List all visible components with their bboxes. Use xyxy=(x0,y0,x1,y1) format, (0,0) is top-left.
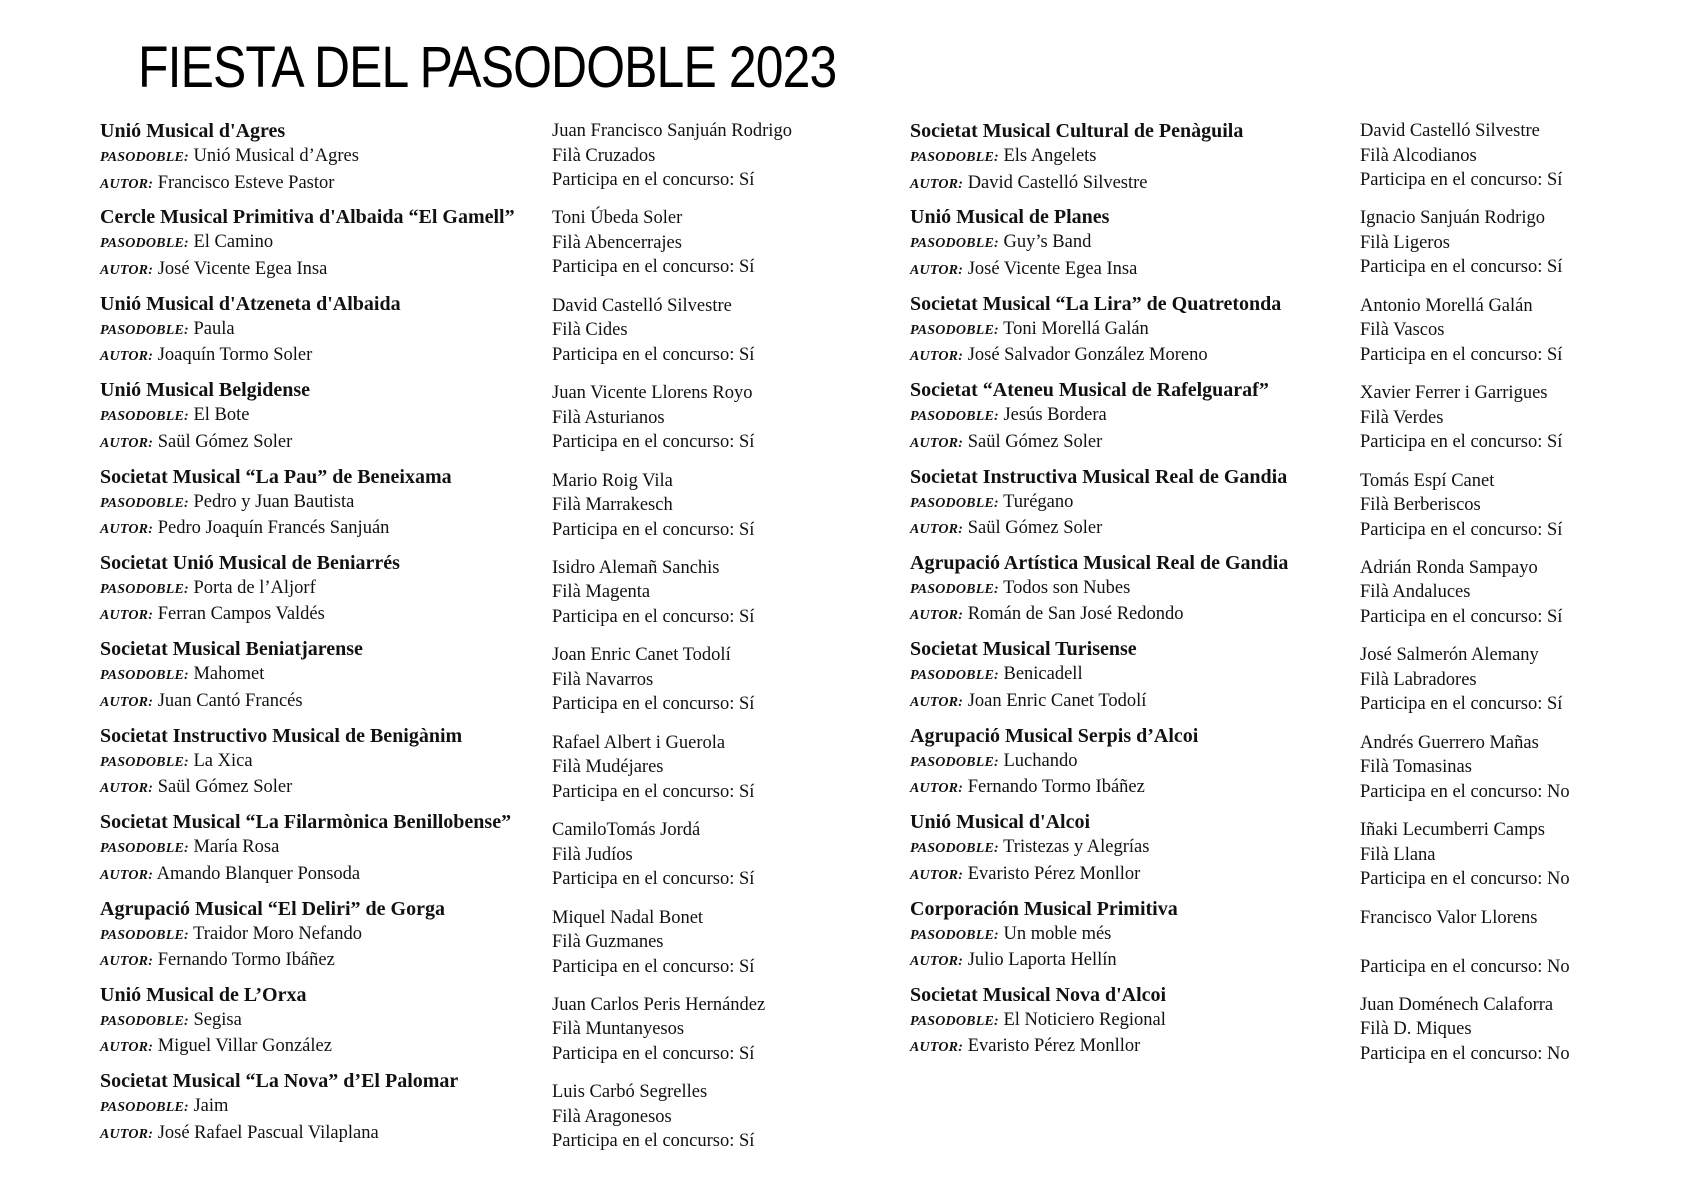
band-name: Unió Musical d'Agres xyxy=(100,120,286,142)
band-entry xyxy=(910,377,1355,463)
fila-name: Filà Judíos xyxy=(552,844,633,865)
autor-label: AUTOR: xyxy=(100,435,154,451)
autor-label: AUTOR: xyxy=(910,349,964,365)
band-name: Corporación Musical Primitiva xyxy=(910,897,1178,920)
autor-name: José Rafael Pascual Vilaplana xyxy=(157,1122,379,1143)
fila-name: Filà Cides xyxy=(552,320,628,341)
band-entry xyxy=(100,896,545,982)
info-entry xyxy=(552,818,852,904)
fila-name: Filà Alcodianos xyxy=(1360,145,1477,166)
pasodoble-label: PASODOBLE: xyxy=(910,841,999,857)
pasodoble-title: Paula xyxy=(193,318,235,339)
band-name: Agrupació Musical “El Deliri” de Gorga xyxy=(100,897,445,920)
pasodoble-label: PASODOBLE: xyxy=(910,581,999,597)
info-entry xyxy=(552,556,852,642)
right-info-column xyxy=(1360,118,1660,1079)
conductor-name: Adrián Ronda Sampayo xyxy=(1360,557,1538,578)
band-name: Unió Musical de L’Orxa xyxy=(100,983,307,1006)
band-entry xyxy=(100,204,545,290)
band-entry xyxy=(100,723,545,809)
autor-label: AUTOR: xyxy=(910,694,964,710)
autor-line xyxy=(100,948,545,975)
concurso-status: Participa en el concurso: Sí xyxy=(1360,257,1563,278)
autor-line xyxy=(100,516,545,543)
autor-name: Julio Laporta Hellín xyxy=(967,950,1117,971)
info-entry xyxy=(1360,643,1660,729)
pasodoble-line xyxy=(100,576,545,603)
autor-label: AUTOR: xyxy=(100,176,154,192)
info-entry xyxy=(552,381,852,467)
autor-label: AUTOR: xyxy=(100,349,154,365)
autor-line xyxy=(910,516,1355,543)
pasodoble-title: Todos son Nubes xyxy=(1003,577,1131,598)
pasodoble-line xyxy=(100,835,545,862)
concurso-status: Participa en el concurso: Sí xyxy=(552,694,755,715)
fila-name: Filà Labradores xyxy=(1360,669,1477,690)
info-entry xyxy=(1360,818,1660,904)
autor-label: AUTOR: xyxy=(910,1040,964,1056)
autor-label: AUTOR: xyxy=(910,176,964,192)
pasodoble-line xyxy=(100,1094,545,1121)
concurso-status: Participa en el concurso: Sí xyxy=(1360,432,1563,453)
pasodoble-line xyxy=(100,317,545,344)
pasodoble-title: Benicadell xyxy=(1003,664,1083,685)
band-name: Unió Musical d'Alcoi xyxy=(910,811,1091,834)
autor-line xyxy=(910,775,1355,802)
band-entry xyxy=(910,204,1355,290)
autor-label: AUTOR: xyxy=(910,608,964,624)
band-name: Societat Musical Cultural de Penàguila xyxy=(910,120,1244,142)
pasodoble-label: PASODOBLE: xyxy=(910,927,999,943)
conductor-name: Iñaki Lecumberri Camps xyxy=(1360,820,1545,841)
pasodoble-label: PASODOBLE: xyxy=(100,1013,189,1029)
pasodoble-title: Luchando xyxy=(1003,750,1078,771)
band-entry xyxy=(100,118,545,204)
info-entry xyxy=(552,1080,852,1166)
autor-name: Joaquín Tormo Soler xyxy=(157,345,313,366)
pasodoble-line xyxy=(910,490,1355,517)
autor-label: AUTOR: xyxy=(100,522,154,538)
info-entry xyxy=(1360,381,1660,467)
autor-name: José Salvador González Moreno xyxy=(967,345,1208,366)
conductor-name: Toni Úbeda Soler xyxy=(552,208,683,229)
conductor-name: Mario Roig Vila xyxy=(552,470,673,491)
autor-name: Fernando Tormo Ibáñez xyxy=(967,777,1145,798)
autor-name: Amando Blanquer Ponsoda xyxy=(156,863,361,884)
pasodoble-line xyxy=(100,490,545,517)
conductor-name: CamiloTomás Jordá xyxy=(552,820,701,841)
fila-name: Filà Muntanyesos xyxy=(552,1019,685,1040)
pasodoble-line xyxy=(910,1008,1355,1035)
conductor-name: Miquel Nadal Bonet xyxy=(552,907,704,928)
right-bands-column xyxy=(910,118,1355,1068)
info-entry xyxy=(552,294,852,380)
info-entry xyxy=(1360,556,1660,642)
autor-label: AUTOR: xyxy=(100,954,154,970)
autor-name: Pedro Joaquín Francés Sanjuán xyxy=(157,518,390,539)
autor-line xyxy=(910,862,1355,889)
concurso-status: Participa en el concurso: Sí xyxy=(552,519,755,540)
pasodoble-label: PASODOBLE: xyxy=(910,754,999,770)
fila-name: Filà Berberiscos xyxy=(1360,495,1481,516)
info-entry xyxy=(552,906,852,992)
concurso-status: Participa en el concurso: Sí xyxy=(552,257,755,278)
info-entry xyxy=(552,731,852,817)
pasodoble-label: PASODOBLE: xyxy=(100,668,189,684)
band-name: Unió Musical de Planes xyxy=(910,206,1110,229)
left-info-column xyxy=(552,118,852,1167)
info-entry xyxy=(1360,119,1660,205)
info-entry xyxy=(1360,993,1660,1079)
autor-line xyxy=(910,602,1355,629)
band-name: Unió Musical Belgidense xyxy=(100,379,311,402)
pasodoble-title: Jaim xyxy=(193,1096,229,1117)
pasodoble-line xyxy=(910,835,1355,862)
pasodoble-line xyxy=(910,662,1355,689)
band-name: Societat Unió Musical de Beniarrés xyxy=(100,551,400,574)
autor-label: AUTOR: xyxy=(910,262,964,278)
conductor-name: Francisco Valor Llorens xyxy=(1360,907,1538,928)
fila-name: Filà Navarros xyxy=(552,669,654,690)
band-entry xyxy=(100,464,545,550)
autor-line xyxy=(100,343,545,370)
fila-name: Filà Asturianos xyxy=(552,407,665,428)
pasodoble-label: PASODOBLE: xyxy=(100,1100,189,1116)
pasodoble-title: Mahomet xyxy=(193,664,265,685)
fila-name: Filà Abencerrajes xyxy=(552,232,682,253)
band-name: Societat Musical “La Nova” d’El Palomar xyxy=(100,1070,459,1093)
concurso-status: Participa en el concurso: Sí xyxy=(552,956,755,977)
fila-name: Filà Andaluces xyxy=(1360,582,1471,603)
info-entry xyxy=(1360,906,1660,992)
pasodoble-label: PASODOBLE: xyxy=(100,150,189,165)
band-name: Societat Instructiva Musical Real de Gandia xyxy=(910,465,1288,488)
conductor-name: Joan Enric Canet Todolí xyxy=(552,645,731,666)
pasodoble-label: PASODOBLE: xyxy=(910,409,999,425)
band-entry xyxy=(910,118,1355,204)
page-title: FIESTA DEL PASODOBLE 2023 xyxy=(138,35,837,100)
conductor-name: Juan Vicente Llorens Royo xyxy=(552,383,753,404)
autor-line xyxy=(100,689,545,716)
conductor-name: Juan Doménech Calaforra xyxy=(1360,994,1554,1015)
band-entry xyxy=(910,896,1355,982)
band-name: Societat Musical “La Lira” de Quatretonda xyxy=(910,292,1282,315)
autor-line xyxy=(910,1034,1355,1061)
autor-name: Saül Gómez Soler xyxy=(157,777,293,798)
concurso-status: Participa en el concurso: Sí xyxy=(1360,170,1563,190)
autor-label: AUTOR: xyxy=(100,262,154,278)
fila-name: Filà Llana xyxy=(1360,844,1436,865)
concurso-status: Participa en el concurso: Sí xyxy=(552,1043,755,1064)
pasodoble-title: Pedro y Juan Bautista xyxy=(193,491,355,512)
concurso-status: Participa en el concurso: No xyxy=(1360,781,1570,802)
info-entry xyxy=(552,993,852,1079)
concurso-status: Participa en el concurso: Sí xyxy=(552,606,755,627)
autor-name: José Vicente Egea Insa xyxy=(157,258,328,279)
autor-name: Evaristo Pérez Monllor xyxy=(967,863,1141,884)
autor-name: Miguel Villar González xyxy=(157,1036,332,1057)
pasodoble-title: La Xica xyxy=(193,750,253,771)
autor-label: AUTOR: xyxy=(910,522,964,538)
concurso-status: Participa en el concurso: Sí xyxy=(1360,606,1563,627)
autor-name: Fernando Tormo Ibáñez xyxy=(157,950,335,971)
conductor-name: Juan Carlos Peris Hernández xyxy=(552,994,766,1015)
autor-name: Saül Gómez Soler xyxy=(967,431,1103,452)
band-name: Cercle Musical Primitiva d'Albaida “El Gamell” xyxy=(100,206,515,229)
band-name: Unió Musical d'Atzeneta d'Albaida xyxy=(100,292,401,315)
concurso-status: Participa en el concurso: Sí xyxy=(552,344,755,365)
concurso-status: Participa en el concurso: Sí xyxy=(552,432,755,453)
band-name: Societat Musical “La Pau” de Beneixama xyxy=(100,465,452,488)
pasodoble-title: Traidor Moro Nefando xyxy=(193,923,363,944)
pasodoble-label: PASODOBLE: xyxy=(100,236,189,252)
autor-name: Román de San José Redondo xyxy=(967,604,1184,625)
fila-name: Filà Marrakesch xyxy=(552,495,673,516)
pasodoble-label: PASODOBLE: xyxy=(100,409,189,425)
pasodoble-title: Guy’s Band xyxy=(1003,232,1092,253)
band-name: Agrupació Artística Musical Real de Gandia xyxy=(910,551,1289,574)
autor-label: AUTOR: xyxy=(100,694,154,710)
pasodoble-line xyxy=(100,662,545,689)
pasodoble-line xyxy=(910,922,1355,949)
autor-name: José Vicente Egea Insa xyxy=(967,258,1138,279)
pasodoble-line xyxy=(910,144,1355,171)
band-name: Societat “Ateneu Musical de Rafelguaraf” xyxy=(910,379,1269,402)
pasodoble-label: PASODOBLE: xyxy=(100,322,189,338)
conductor-name: José Salmerón Alemany xyxy=(1360,645,1539,666)
pasodoble-title: María Rosa xyxy=(193,837,280,858)
pasodoble-title: El Noticiero Regional xyxy=(1003,1009,1166,1030)
pasodoble-title: El Bote xyxy=(193,405,250,426)
pasodoble-label: PASODOBLE: xyxy=(100,754,189,770)
autor-label: AUTOR: xyxy=(910,954,964,970)
autor-name: David Castelló Silvestre xyxy=(967,172,1148,193)
band-entry xyxy=(100,636,545,722)
concurso-status: Participa en el concurso: Sí xyxy=(552,781,755,802)
concurso-status: Participa en el concurso: No xyxy=(1360,869,1570,890)
concurso-status: Participa en el concurso: Sí xyxy=(1360,344,1563,365)
fila-name: Filà Guzmanes xyxy=(552,932,664,953)
band-entry xyxy=(100,982,545,1068)
info-entry xyxy=(1360,469,1660,555)
autor-name: Juan Cantó Francés xyxy=(157,690,303,711)
band-entry xyxy=(910,636,1355,722)
info-entry xyxy=(552,206,852,292)
info-entry xyxy=(1360,731,1660,817)
autor-name: Saül Gómez Soler xyxy=(157,431,293,452)
band-entry xyxy=(100,550,545,636)
band-name: Societat Musical Turisense xyxy=(910,638,1137,661)
autor-line xyxy=(100,862,545,889)
concurso-status: Participa en el concurso: No xyxy=(1360,956,1570,977)
concurso-status: Participa en el concurso: Sí xyxy=(1360,519,1563,540)
conductor-name: Tomás Espí Canet xyxy=(1360,470,1495,491)
pasodoble-title: Un moble més xyxy=(1003,923,1112,944)
autor-name: Saül Gómez Soler xyxy=(967,518,1103,539)
pasodoble-label: PASODOBLE: xyxy=(100,495,189,511)
pasodoble-title: Porta de l’Aljorf xyxy=(193,577,316,598)
band-entry xyxy=(100,291,545,377)
autor-label: AUTOR: xyxy=(100,608,154,624)
autor-name: Joan Enric Canet Todolí xyxy=(967,690,1147,711)
pasodoble-title: El Camino xyxy=(193,232,274,253)
band-entry xyxy=(100,377,545,463)
pasodoble-line xyxy=(100,1008,545,1035)
pasodoble-title: Els Angelets xyxy=(1003,146,1097,166)
pasodoble-line xyxy=(910,230,1355,257)
pasodoble-line xyxy=(100,922,545,949)
autor-label: AUTOR: xyxy=(910,781,964,797)
band-entry xyxy=(910,809,1355,895)
autor-line xyxy=(910,171,1355,198)
band-entry xyxy=(910,550,1355,636)
pasodoble-label: PASODOBLE: xyxy=(910,322,999,338)
band-name: Societat Musical Nova d'Alcoi xyxy=(910,983,1167,1006)
conductor-name: Juan Francisco Sanjuán Rodrigo xyxy=(552,121,792,141)
conductor-name: Rafael Albert i Guerola xyxy=(552,732,726,753)
pasodoble-line xyxy=(910,576,1355,603)
conductor-name: Ignacio Sanjuán Rodrigo xyxy=(1360,208,1545,229)
band-entry xyxy=(910,291,1355,377)
autor-line xyxy=(910,689,1355,716)
autor-name: Evaristo Pérez Monllor xyxy=(967,1036,1141,1057)
autor-line xyxy=(910,257,1355,284)
fila-name: Filà Verdes xyxy=(1360,407,1444,428)
autor-line xyxy=(100,1121,545,1148)
pasodoble-title: Jesús Bordera xyxy=(1003,405,1107,426)
fila-name: Filà Mudéjares xyxy=(552,757,664,778)
autor-name: Ferran Campos Valdés xyxy=(157,604,325,625)
band-entry xyxy=(910,723,1355,809)
fila-name: Filà D. Miques xyxy=(1360,1019,1472,1040)
conductor-name: Xavier Ferrer i Garrigues xyxy=(1360,383,1548,404)
autor-label: AUTOR: xyxy=(910,867,964,883)
conductor-name: David Castelló Silvestre xyxy=(552,295,732,316)
pasodoble-line xyxy=(910,749,1355,776)
fila-name xyxy=(1360,930,1660,955)
band-name: Agrupació Musical Serpis d’Alcoi xyxy=(910,724,1199,747)
pasodoble-line xyxy=(100,749,545,776)
pasodoble-label: PASODOBLE: xyxy=(100,841,189,857)
conductor-name: Andrés Guerrero Mañas xyxy=(1360,732,1539,753)
pasodoble-line xyxy=(910,403,1355,430)
autor-line xyxy=(100,257,545,284)
fila-name: Filà Magenta xyxy=(552,582,651,603)
autor-line xyxy=(100,430,545,457)
fila-name: Filà Ligeros xyxy=(1360,232,1450,253)
pasodoble-title: Unió Musical d’Agres xyxy=(193,146,359,166)
autor-label: AUTOR: xyxy=(100,867,154,883)
pasodoble-title: Tristezas y Alegrías xyxy=(1003,837,1150,858)
pasodoble-label: PASODOBLE: xyxy=(910,236,999,252)
autor-line xyxy=(100,775,545,802)
concurso-status: Participa en el concurso: Sí xyxy=(552,869,755,890)
fila-name: Filà Tomasinas xyxy=(1360,757,1472,778)
autor-label: AUTOR: xyxy=(100,1040,154,1056)
concurso-status: Participa en el concurso: No xyxy=(1360,1043,1570,1064)
conductor-name: Luis Carbó Segrelles xyxy=(552,1082,708,1103)
pasodoble-label: PASODOBLE: xyxy=(100,581,189,597)
pasodoble-label: PASODOBLE: xyxy=(910,495,999,511)
autor-line xyxy=(910,430,1355,457)
info-entry xyxy=(552,469,852,555)
band-entry xyxy=(100,1068,545,1154)
autor-name: Francisco Esteve Pastor xyxy=(157,172,335,193)
info-entry xyxy=(552,643,852,729)
concurso-status: Participa en el concurso: Sí xyxy=(1360,694,1563,715)
info-entry xyxy=(1360,206,1660,292)
autor-line xyxy=(910,343,1355,370)
conductor-name: David Castelló Silvestre xyxy=(1360,121,1540,141)
conductor-name: Antonio Morellá Galán xyxy=(1360,295,1533,316)
pasodoble-label: PASODOBLE: xyxy=(910,150,999,165)
pasodoble-label: PASODOBLE: xyxy=(910,1013,999,1029)
autor-line xyxy=(100,602,545,629)
pasodoble-title: Segisa xyxy=(193,1009,242,1030)
autor-label: AUTOR: xyxy=(100,1126,154,1142)
pasodoble-line xyxy=(100,230,545,257)
pasodoble-label: PASODOBLE: xyxy=(910,668,999,684)
pasodoble-title: Turégano xyxy=(1003,491,1074,512)
autor-line xyxy=(100,1034,545,1061)
autor-label: AUTOR: xyxy=(910,435,964,451)
info-entry xyxy=(552,119,852,205)
left-bands-column xyxy=(100,118,545,1155)
conductor-name: Isidro Alemañ Sanchis xyxy=(552,557,720,578)
pasodoble-label: PASODOBLE: xyxy=(100,927,189,943)
fila-name: Filà Aragonesos xyxy=(552,1106,672,1127)
band-name: Societat Musical “La Filarmònica Benillobense” xyxy=(100,811,512,834)
info-entry xyxy=(1360,294,1660,380)
band-entry xyxy=(910,464,1355,550)
pasodoble-line xyxy=(100,403,545,430)
band-name: Societat Musical Beniatjarense xyxy=(100,638,363,661)
pasodoble-title: Toni Morellá Galán xyxy=(1003,318,1149,339)
band-name: Societat Instructivo Musical de Benigànim xyxy=(100,724,463,747)
concurso-status: Participa en el concurso: Sí xyxy=(552,170,755,190)
band-entry xyxy=(910,982,1355,1068)
autor-line xyxy=(100,171,545,198)
concurso-status: Participa en el concurso: Sí xyxy=(552,1131,755,1152)
fila-name: Filà Cruzados xyxy=(552,145,656,166)
band-entry xyxy=(100,809,545,895)
fila-name: Filà Vascos xyxy=(1360,320,1445,341)
autor-line xyxy=(910,948,1355,975)
autor-label: AUTOR: xyxy=(100,781,154,797)
pasodoble-line xyxy=(100,144,545,171)
pasodoble-line xyxy=(910,317,1355,344)
